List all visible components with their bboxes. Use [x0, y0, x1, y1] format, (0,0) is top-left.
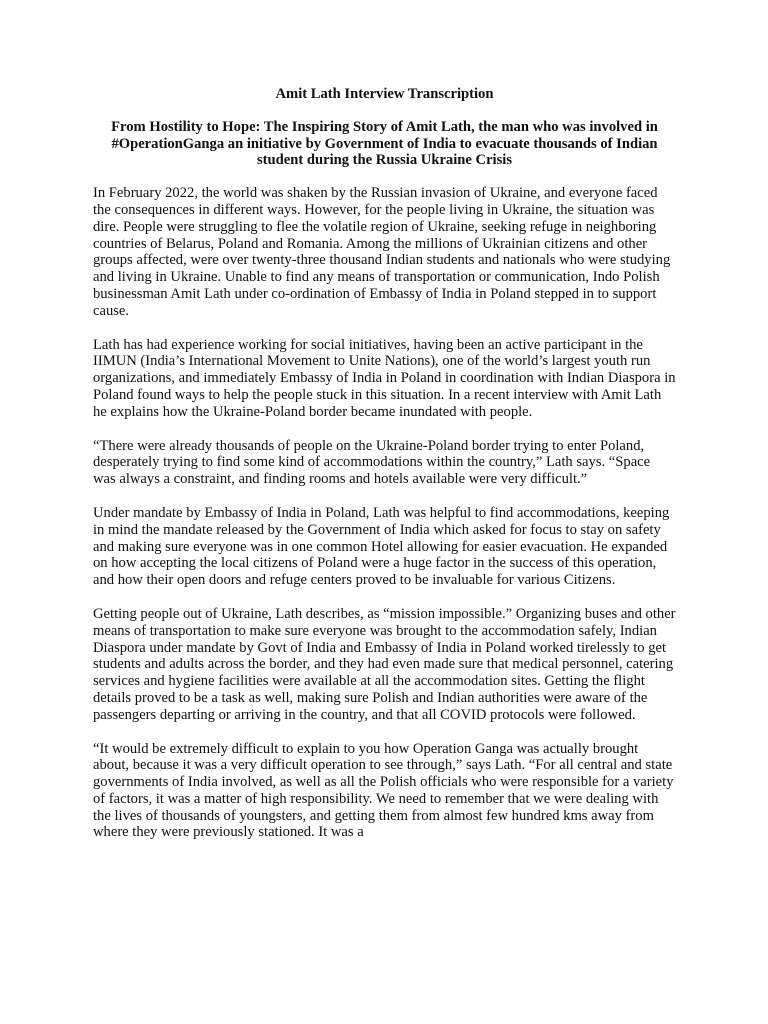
document-title: Amit Lath Interview Transcription: [275, 86, 494, 102]
document-subtitle: From Hostility to Hope: The Inspiring Story of Amit Lath, the man who was involved in #OperationGanga an initiative by Government of India to evacuate thousands of Indian student during the Russia Ukraine Crisis: [111, 118, 658, 169]
paragraph-2: Lath has had experience working for social initiatives, having been an active participant in the IIMUN (India’s International Movement to Unite Nations), one of the world’s largest youth run organizations, and immediately Embassy of India in Poland in coordination with Indian Diaspora in Poland found ways to help the people stuck in this situation. In a recent interview with Amit Lath he explains how the Ukraine-Poland border became inundated with people.: [93, 336, 676, 420]
paragraph-1: In February 2022, the world was shaken by the Russian invasion of Ukraine, and everyone faced the consequences in different ways. However, for the people living in Ukraine, the situation was dire. People were struggling to flee the volatile region of Ukraine, seeking refuge in neighboring countries of Belarus, Poland and Romania. Among the millions of Ukrainian citizens and other groups affected, were over twenty-three thousand Indian students and nationals who were studying and living in Ukraine. Unable to find any means of transportation or communication, Indo Polish businessman Amit Lath under co-ordination of Embassy of India in Poland stepped in to support cause.: [93, 185, 671, 319]
paragraph-4: Under mandate by Embassy of India in Poland, Lath was helpful to find accommodations, keeping in mind the mandate released by the Government of India which asked for focus to stay on safety and making sure everyone was in one common Hotel allowing for easier evacuation. He expanded on how accepting the local citizens of Poland were a huge factor in the success of this operation, and how their open doors and refuge centers proved to be invaluable for various Citizens.: [93, 504, 670, 589]
paragraph-5: Getting people out of Ukraine, Lath describes, as “mission impossible.” Organizing buses and other means of transportation to make sure everyone was brought to the accommodation safely, Indian Diaspora under mandate by Govt of India and Embassy of India in Poland worked tirelessly to get students and adults across the border, and they had even made sure that medical personnel, catering services and hygiene facilities were available at all the accommodation sites. Getting the flight details proved to be a task as well, making sure Polish and Indian authorities were aware of the passengers departing or arriving in the country, and that all COVID protocols were followed.: [93, 605, 676, 723]
document-page: [93, 86, 676, 858]
paragraph-3: “There were already thousands of people on the Ukraine-Poland border trying to enter Poland, desperately trying to find some kind of accommodations within the country,” Lath says. “Space was always a constraint, and finding rooms and hotels available were very difficult.”: [93, 437, 651, 488]
paragraph-6: “It would be extremely difficult to explain to you how Operation Ganga was actually brought about, because it was a very difficult operation to see through,” says Lath. “For all central and state governments of India involved, as well as all the Polish officials who were responsible for a variety of factors, it was a matter of high responsibility. We need to remember that we were dealing with the lives of thousands of youngsters, and getting them from almost few hundred kms away from where they were previously stationed. It was a: [93, 740, 674, 841]
